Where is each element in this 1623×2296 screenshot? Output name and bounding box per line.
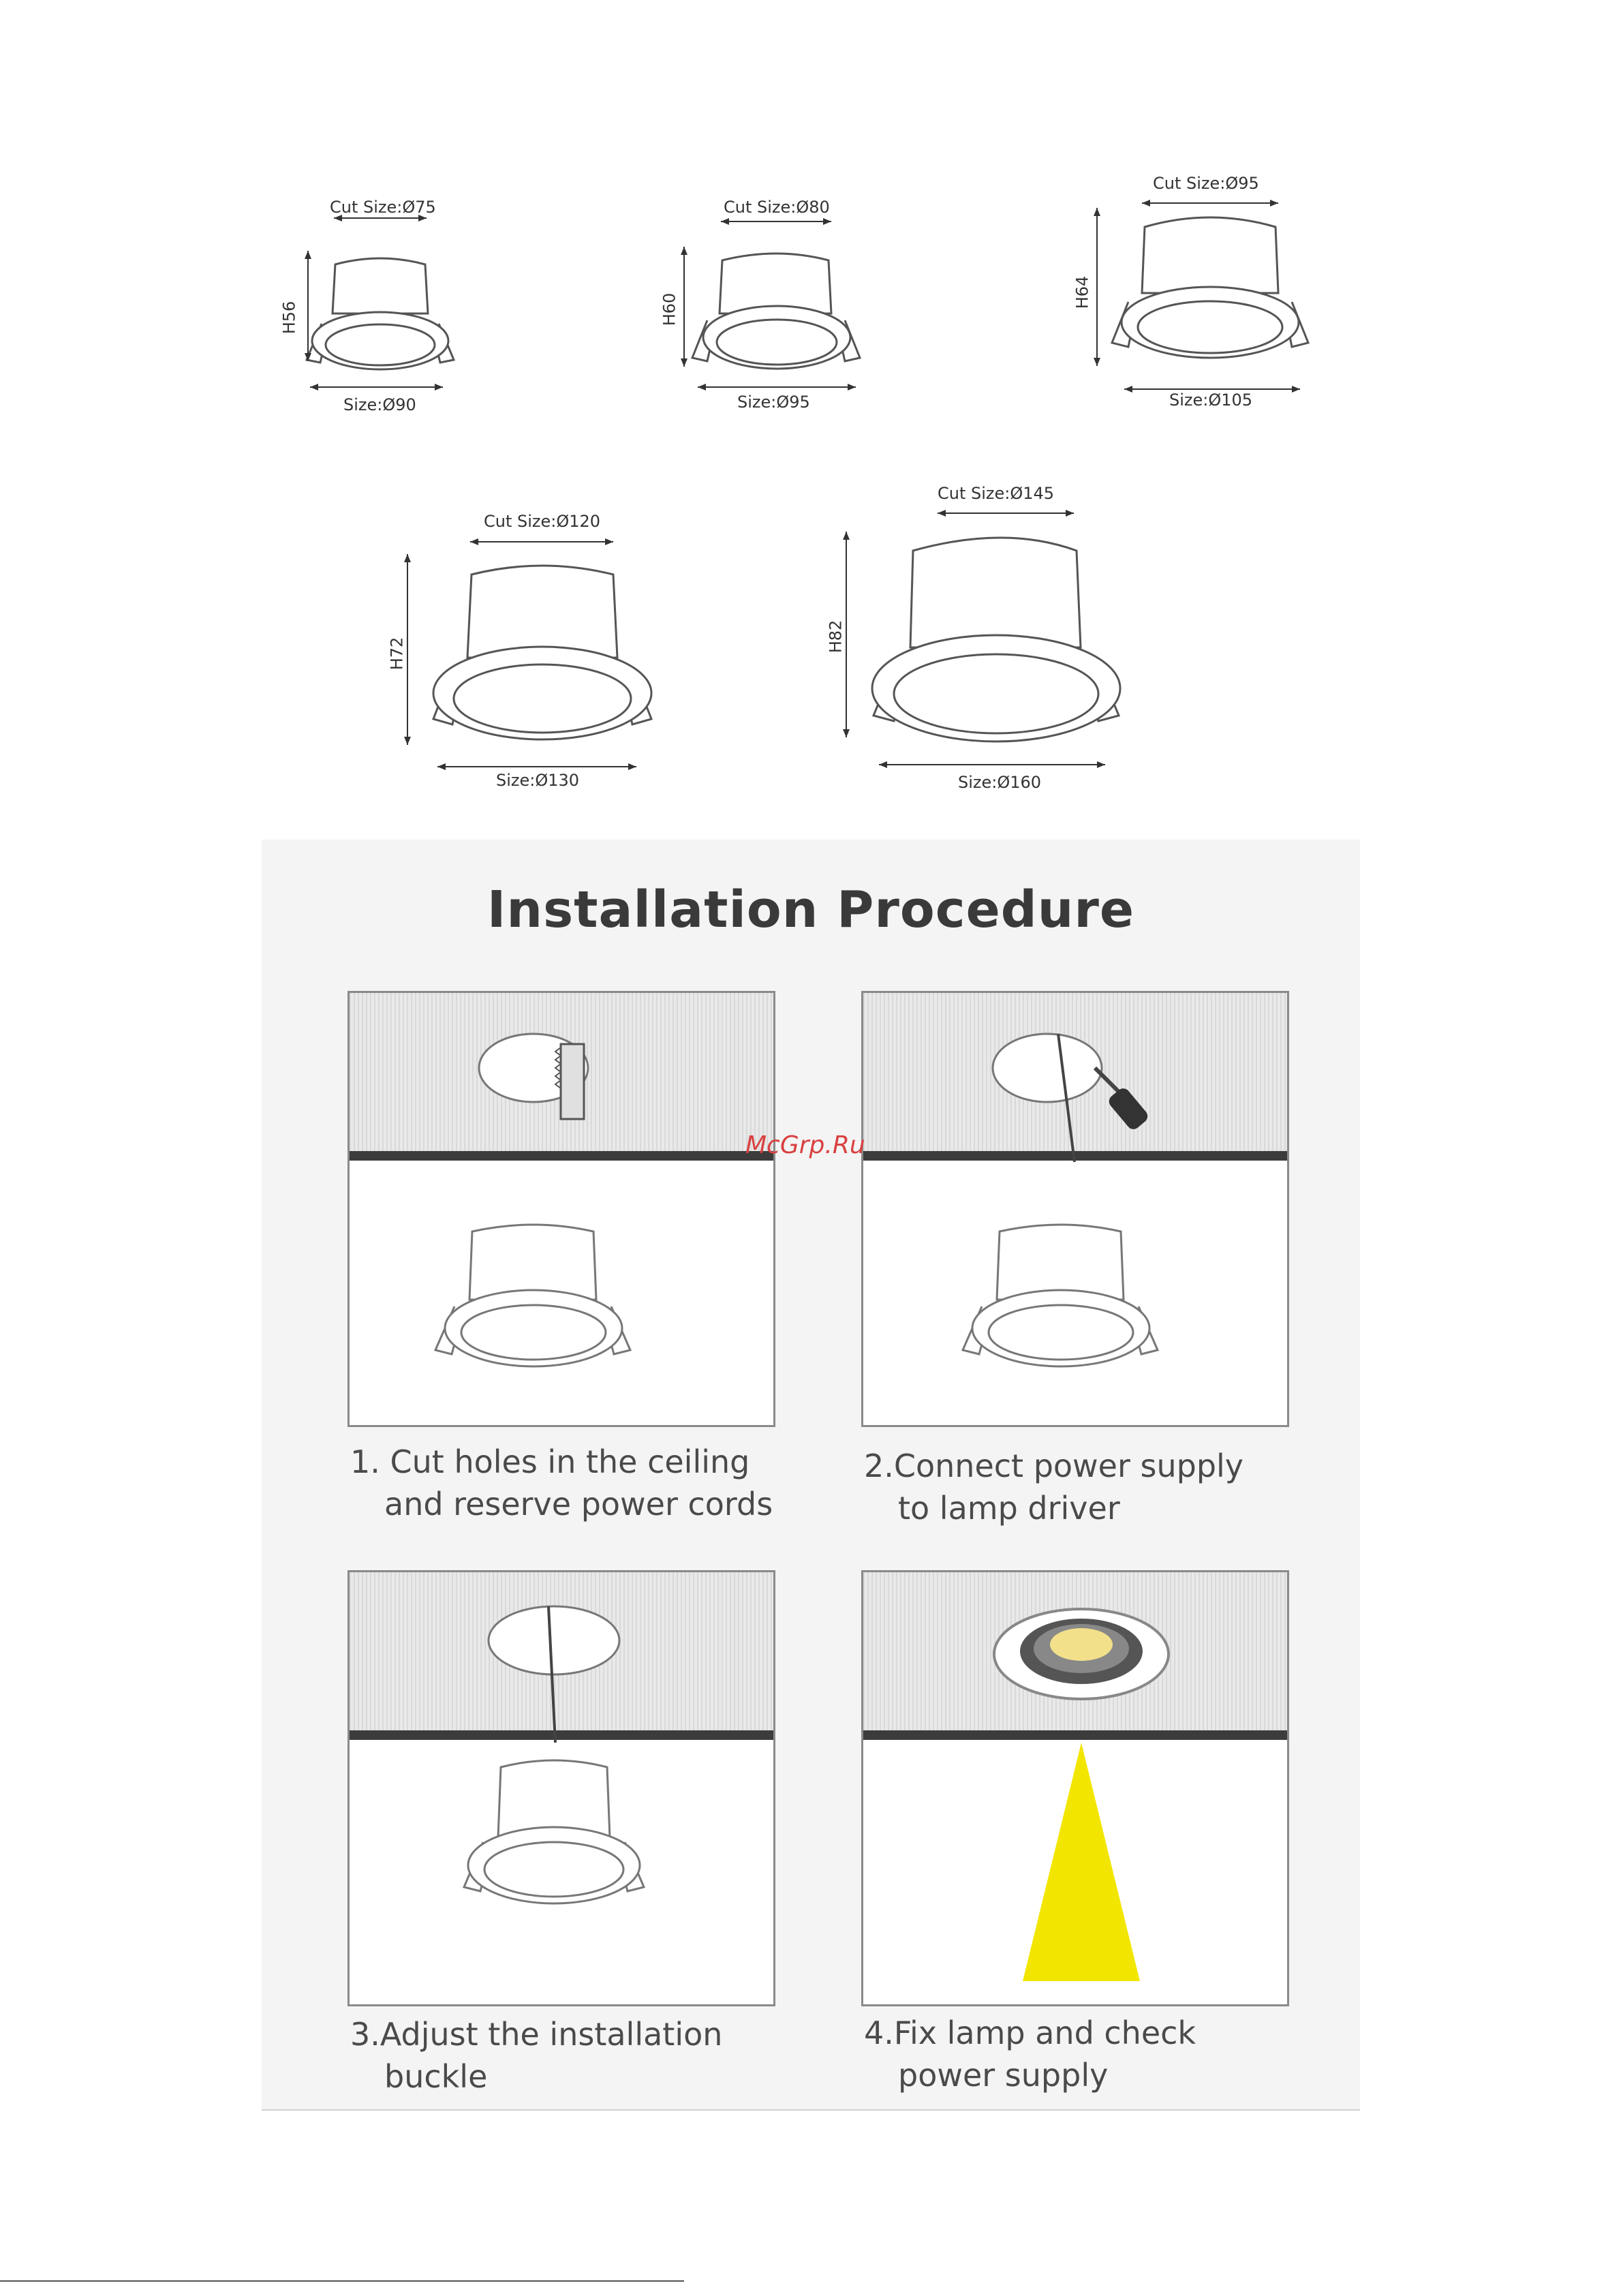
- step-3-illustration: [347, 1570, 775, 2006]
- step-2-caption: [864, 1445, 1243, 1529]
- cut-size-label: Cut Size:Ø80: [724, 198, 830, 217]
- height-label: H72: [387, 637, 407, 671]
- height-label: H56: [279, 301, 299, 335]
- step-4-line-2: power supply: [898, 2057, 1109, 2094]
- step-3-line-2: buckle: [384, 2058, 488, 2095]
- watermark: McGrp.Ru: [745, 1131, 865, 1159]
- downlight-outline-icon: [1083, 174, 1322, 419]
- step-2-line-2: to lamp driver: [898, 1490, 1120, 1527]
- size-label: Size:Ø95: [737, 393, 810, 412]
- step-3-caption: [350, 2013, 722, 2098]
- height-label: H82: [826, 619, 846, 654]
- downlight-outline-icon: [279, 204, 463, 423]
- step-1-caption: [350, 1441, 773, 1525]
- step-2-illustration: [861, 991, 1289, 1427]
- step-3-line-1: 3.Adjust the installation: [350, 2016, 723, 2053]
- step-4-line-1: 4.Fix lamp and check: [864, 2015, 1196, 2051]
- cut-size-label: Cut Size:Ø95: [1153, 174, 1259, 193]
- light-beam-icon: [1023, 1743, 1140, 1981]
- size-label: Size:Ø90: [343, 395, 416, 414]
- saw-cut-hole-icon: [350, 993, 775, 1427]
- height-label: H60: [660, 292, 679, 326]
- cut-size-label: Cut Size:Ø120: [484, 512, 601, 531]
- step-4-caption: [864, 2012, 1196, 2096]
- lamp-drawing-95: [1072, 174, 1322, 419]
- lamp-drawing-80: [660, 191, 872, 416]
- cut-size-label: Cut Size:Ø75: [330, 198, 436, 217]
- lit-lamp-icon: [863, 1572, 1289, 2006]
- lamp-drawing-120: [388, 508, 661, 801]
- height-label: H64: [1072, 275, 1092, 309]
- buckle-adjust-icon: [350, 1572, 775, 2006]
- step-4-illustration: [861, 1570, 1289, 2006]
- cut-size-label: Cut Size:Ø145: [938, 484, 1055, 503]
- size-label: Size:Ø105: [1169, 391, 1253, 410]
- size-label: Size:Ø130: [496, 771, 580, 790]
- installation-procedure-section: [262, 840, 1360, 2109]
- divider: [262, 2109, 1360, 2111]
- footer-divider: [0, 2280, 684, 2282]
- step-1-illustration: [347, 991, 775, 1427]
- downlight-outline-icon: [668, 191, 872, 416]
- screwdriver-wire-icon: [863, 993, 1289, 1427]
- step-1-line-1: 1. Cut holes in the ceiling: [350, 1443, 750, 1480]
- lamp-drawing-145: [826, 484, 1131, 804]
- size-label: Size:Ø160: [958, 773, 1042, 792]
- downlight-outline-icon: [388, 508, 661, 801]
- lamp-drawing-75: [279, 198, 463, 423]
- step-1-line-2: and reserve power cords: [384, 1486, 773, 1522]
- downlight-outline-icon: [831, 484, 1131, 804]
- installation-title: Installation Procedure: [486, 881, 1135, 939]
- step-2-line-1: 2.Connect power supply: [864, 1448, 1244, 1484]
